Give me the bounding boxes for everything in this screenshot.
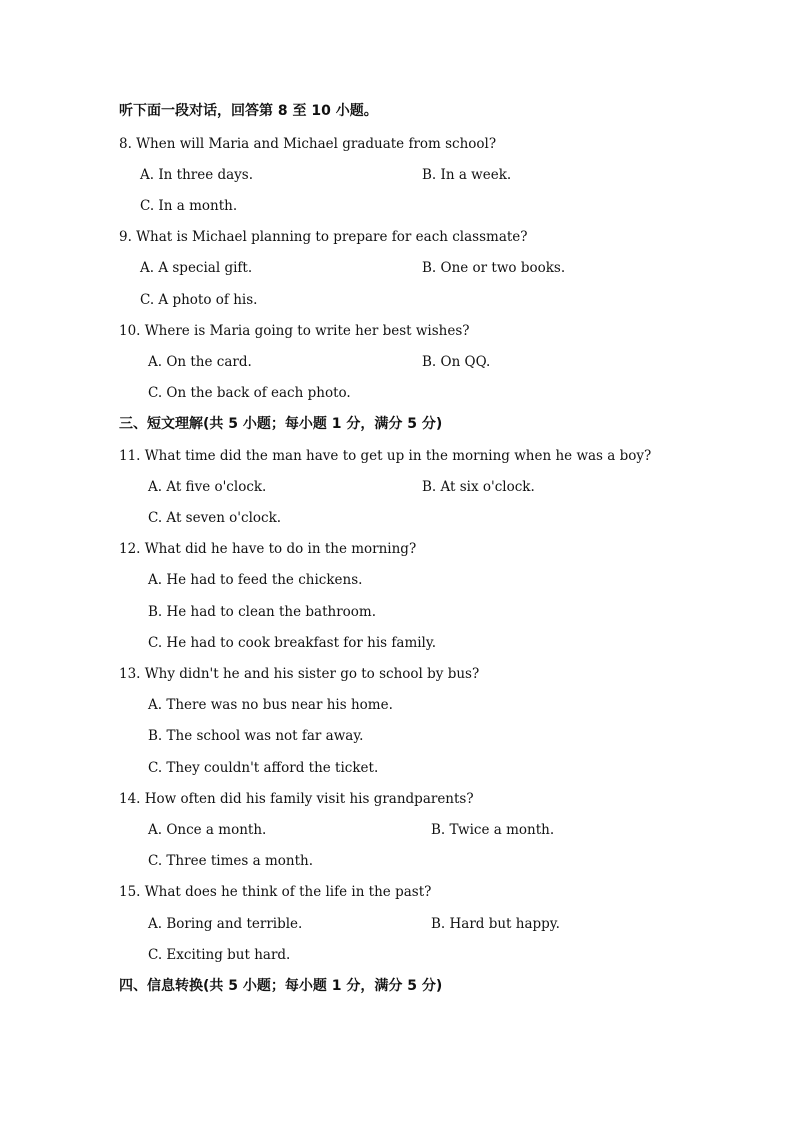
question-15: 15. What does he think of the life in the past? [119,884,432,900]
question-8-option-c: C. In a month. [140,198,238,214]
section-heading-info-transfer: 四、信息转换(共 5 小题；每小题 1 分，满分 5 分) [119,978,443,994]
question-8-option-b: B. In a week. [422,167,512,183]
question-11-option-c: C. At seven o'clock. [148,510,282,526]
question-10: 10. Where is Maria going to write her best wishes? [119,323,470,339]
question-12-option-a: A. He had to feed the chickens. [148,572,363,588]
question-9: 9. What is Michael planning to prepare for each classmate? [119,229,528,245]
question-13: 13. Why didn't he and his sister go to school by bus? [119,666,480,682]
question-8-option-a: A. In three days. [140,167,254,183]
question-10-option-c: C. On the back of each photo. [148,385,351,401]
question-8: 8. When will Maria and Michael graduate from school? [119,136,497,152]
question-15-option-a: A. Boring and terrible. [148,916,303,932]
question-12: 12. What did he have to do in the morning? [119,541,417,557]
question-11-option-b: B. At six o'clock. [422,479,535,495]
question-15-option-c: C. Exciting but hard. [148,947,291,963]
question-9-option-c: C. A photo of his. [140,292,258,308]
question-12-option-b: B. He had to clean the bathroom. [148,604,376,620]
question-9-option-b: B. One or two books. [422,260,566,276]
question-10-option-a: A. On the card. [148,354,252,370]
question-14-option-b: B. Twice a month. [431,822,555,838]
question-14-option-a: A. Once a month. [148,822,267,838]
question-12-option-c: C. He had to cook breakfast for his family. [148,635,437,651]
question-13-option-a: A. There was no bus near his home. [148,697,393,713]
question-15-option-b: B. Hard but happy. [431,916,560,932]
question-11-option-a: A. At five o'clock. [148,479,267,495]
section-heading-reading: 三、短文理解(共 5 小题；每小题 1 分，满分 5 分) [119,416,443,432]
question-9-option-a: A. A special gift. [140,260,253,276]
question-13-option-b: B. The school was not far away. [148,728,364,744]
question-10-option-b: B. On QQ. [422,354,491,370]
section-heading-listening: 听下面一段对话，回答第 8 至 10 小题。 [119,103,378,119]
question-13-option-c: C. They couldn't afford the ticket. [148,760,379,776]
question-14-option-c: C. Three times a month. [148,853,313,869]
question-11: 11. What time did the man have to get up in the morning when he was a boy? [119,448,652,464]
question-14: 14. How often did his family visit his grandparents? [119,791,474,807]
